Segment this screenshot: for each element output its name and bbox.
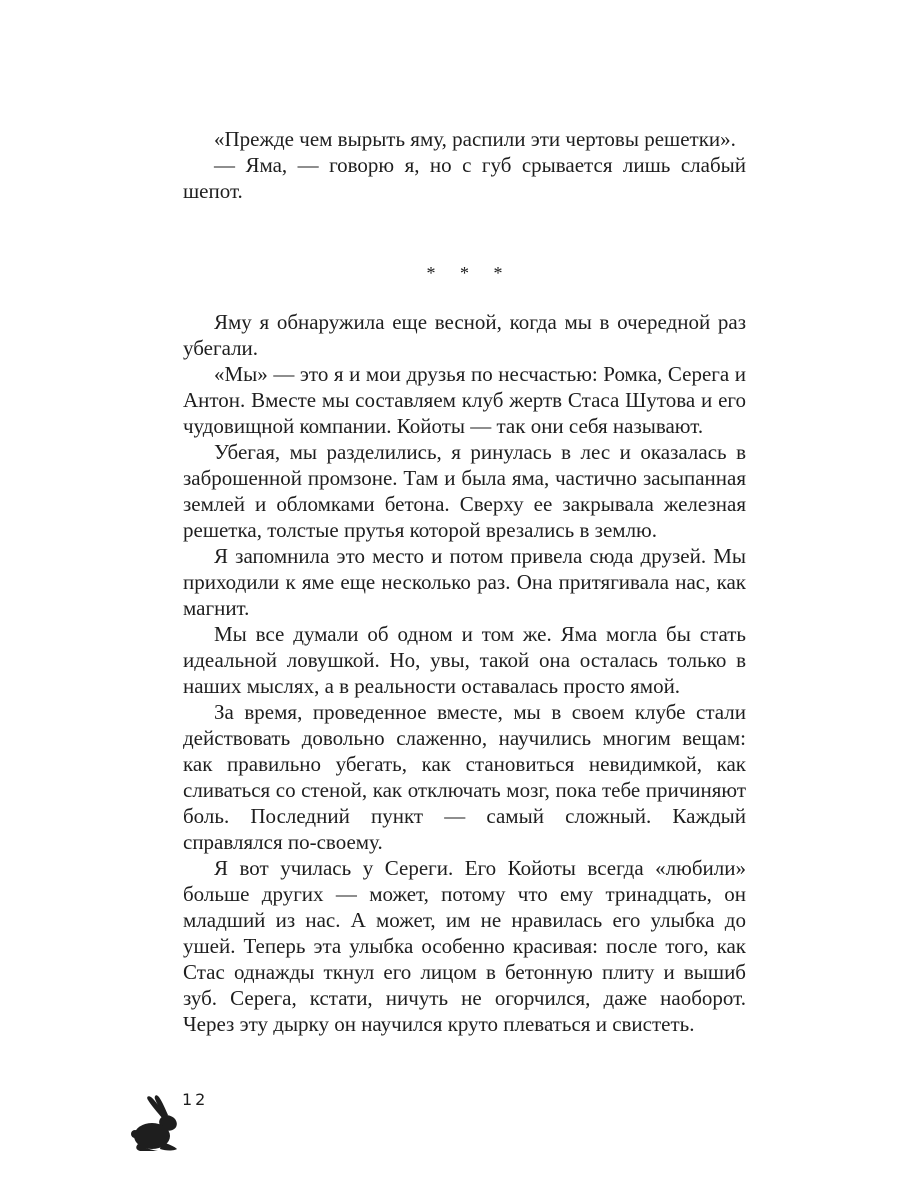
paragraph: Мы все думали об одном и том же. Яма могла бы стать идеальной ловушкой. Но, увы, такой она осталась только в наших мыслях, а в реальности оставалась просто ямой. <box>183 622 746 698</box>
paragraph: Я вот училась у Сереги. Его Койоты всегда «любили» больше других — может, потому что ему тринадцать, он младший из нас. А может, им не нравилась его улыбка до ушей. Теперь эта улыбка особенно красивая: после того, как Стас однажды ткнул его лицом в бетонную плиту и вышиб зуб. Серега, кстати, ничуть не огорчился, даже наоборот. Через эту дырку он научился круто плеваться и свистеть. <box>183 856 746 1036</box>
page-number: 12 <box>182 1090 209 1109</box>
paragraph: «Мы» — это я и мои друзья по несчастью: Ромка, Серега и Антон. Вместе мы составляем клуб жертв Стаса Шутова и его чудовищной компании. Койоты — так они себя называют. <box>183 362 746 438</box>
paragraph: «Прежде чем вырыть яму, распили эти чертовы решетки». <box>214 127 736 151</box>
page-footer <box>0 1088 260 1168</box>
opening-text <box>183 126 746 204</box>
main-text <box>183 309 746 1037</box>
section-separator: * * * <box>426 263 513 283</box>
paragraph: — Яма, — говорю я, но с губ срывается лишь слабый шепот. <box>183 153 746 203</box>
paragraph: Убегая, мы разделились, я ринулась в лес и оказалась в заброшенной промзоне. Там и была яма, частично засыпанная землей и обломками бетона. Сверху ее закрывала железная решетка, толстые прутья которой врезались в землю. <box>183 440 746 542</box>
paragraph: Я запомнила это место и потом привела сюда друзей. Мы приходили к яме еще несколько раз. Она притягивала нас, как магнит. <box>183 544 746 620</box>
rabbit-icon <box>130 1094 186 1152</box>
paragraph: За время, проведенное вместе, мы в своем клубе стали действовать довольно слаженно, научились многим вещам: как правильно убегать, как становиться невидимкой, как сливаться со стеной, как отключать мозг, пока тебе причиняют боль. Последний пункт — самый сложный. Каждый справлялся по-своему. <box>183 700 746 854</box>
paragraph: Яму я обнаружила еще весной, когда мы в очередной раз убегали. <box>183 310 746 360</box>
